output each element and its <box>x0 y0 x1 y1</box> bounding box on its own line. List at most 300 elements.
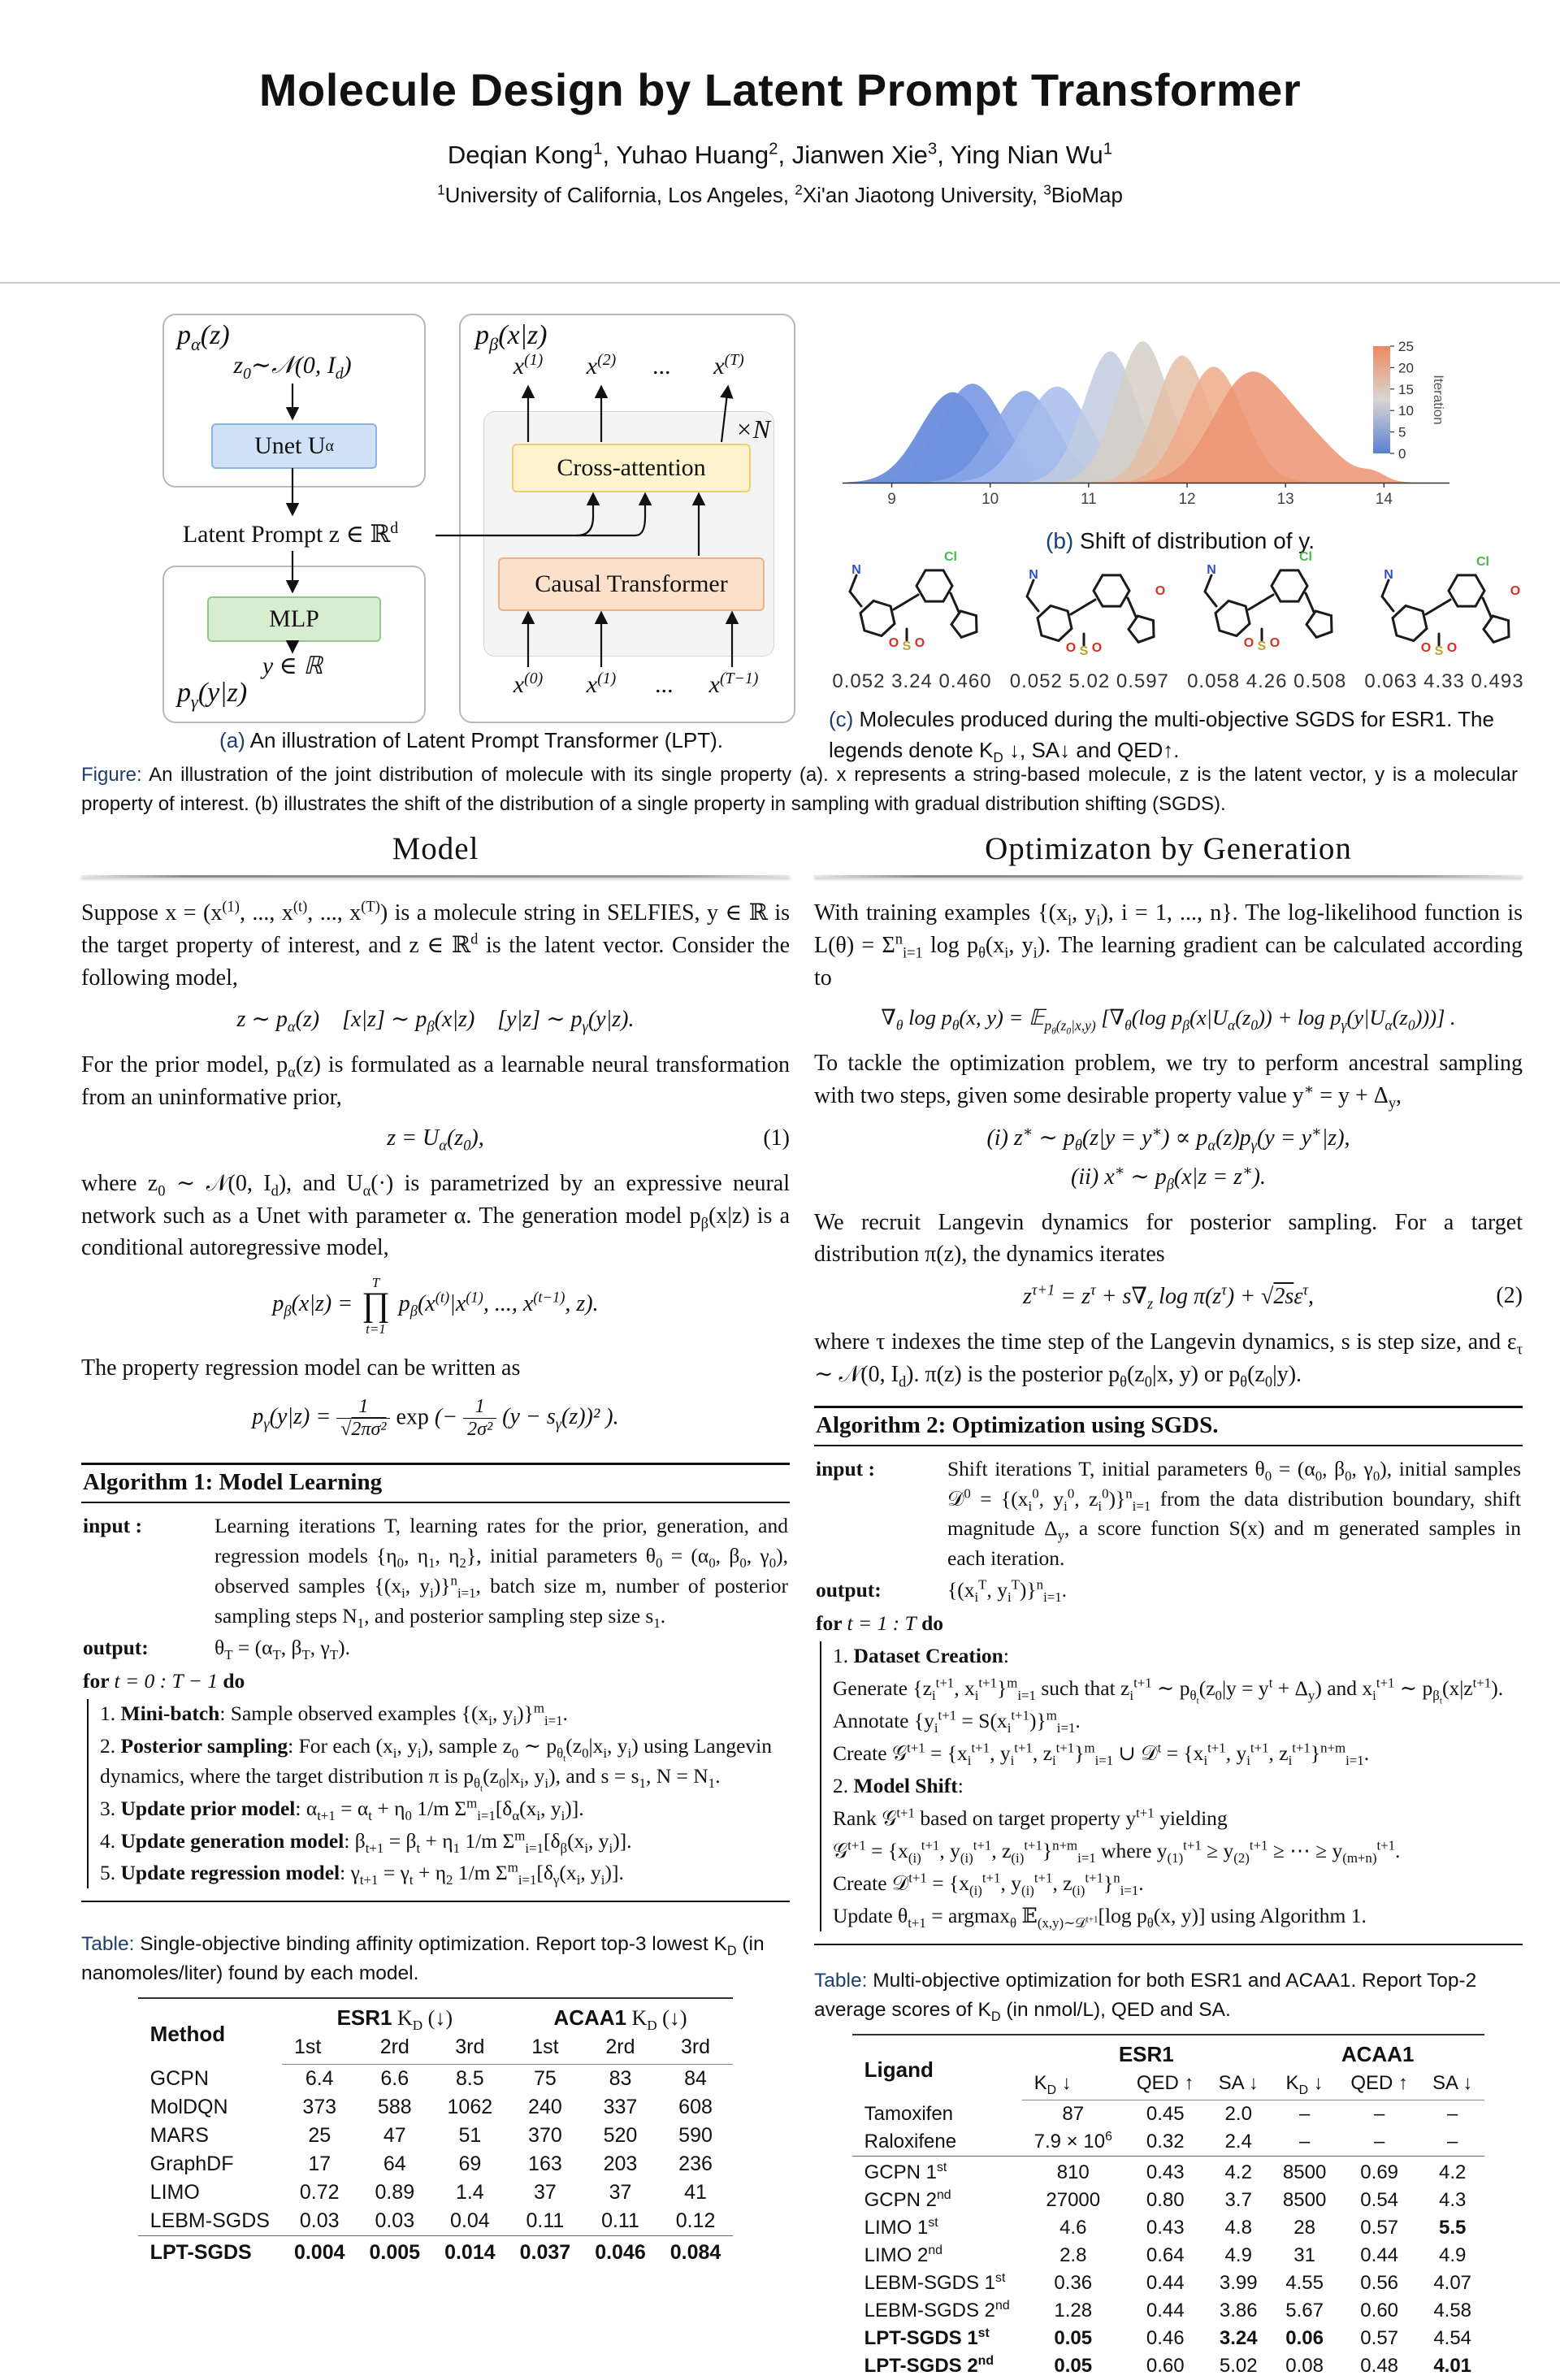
column-header: QED ↑ <box>1338 2070 1420 2100</box>
value-cell: 4.3 <box>1438 2189 1467 2212</box>
value-cell: 0.11 <box>601 2209 639 2233</box>
algorithm-step: Annotate $\{y_i^{t+1} = S(x_i^{t+1})\}^m_{i=1}$. <box>833 1707 1081 1736</box>
table-1-group-acaa1 <box>508 1998 734 2033</box>
token-dots-out: ... <box>652 353 672 379</box>
algorithm-2-steps <box>820 1641 1521 1931</box>
y-real-label: y ∈ ℝ <box>262 652 323 679</box>
product-upper: T <box>371 1275 380 1290</box>
equation-2 <box>814 1282 1523 1310</box>
value-cell: 590 <box>678 2124 713 2148</box>
atom-label-o: O <box>1066 641 1077 655</box>
x-tick-label: 13 <box>1276 491 1294 508</box>
value-cell: 3.99 <box>1219 2272 1258 2295</box>
molecule-row <box>829 541 1528 693</box>
output-text: $\theta_T = (\alpha_T$, $\beta_T$, $\gamma_T$). <box>214 1635 350 1663</box>
method-cell: LIMO 1st <box>864 2216 938 2239</box>
value-cell: 27000 <box>1046 2189 1101 2212</box>
table-row <box>852 2128 1485 2157</box>
figure-panel-a <box>138 307 804 723</box>
value-cell: 3.24 <box>1219 2327 1258 2350</box>
algorithm-1-output <box>83 1633 788 1663</box>
value-cell: 0.046 <box>583 2236 658 2268</box>
value-cell: 0.56 <box>1360 2272 1399 2295</box>
colorbar <box>1373 346 1390 453</box>
equation-gradient: $\nabla_\theta$ $\log p_\theta(x$, y) = 𝔼$_{p_\theta(z_0|x,y)}$ [$\nabla_\theta(\log$ $p_\beta(x|U_\alpha(z_0)) + \log p_\gamma(y|U_\alpha(z_0))$)] . <box>881 1005 1456 1037</box>
method-cell: MolDQN <box>150 2096 228 2119</box>
table-row <box>852 2157 1485 2187</box>
column-header: QED ↑ <box>1124 2070 1207 2100</box>
fraction-1 <box>336 1396 390 1441</box>
method-cell: GCPN <box>150 2067 209 2091</box>
algorithm-step: Create 𝒢$^{t+1}$ = {$x_i^{t+1}$, $y_i^{t+1}$, $z_i^{t+1}\}^m_{i=1}$ ∪ 𝒟$^t$ = {$x_i^{t+1}$, $y_i^{t+1}$, $z_i^{t+1}\}^{n+m}_{i=1}$. <box>833 1740 1370 1769</box>
right-column <box>814 830 1523 2380</box>
column-header: 3rd <box>432 2033 508 2065</box>
value-cell: 1.4 <box>455 2181 484 2204</box>
table-row <box>138 2236 734 2268</box>
value-cell: 8.5 <box>455 2067 484 2091</box>
molecule-structure <box>1361 541 1528 663</box>
value-cell: 0.48 <box>1360 2355 1399 2378</box>
model-paragraph-3: where $z_0$ ∼ 𝒩(0, $I_d$), and $U_\alpha(\cdot)$ is parametrized by an expressive neural network such as a Unet with parameter α. The generation model $p_\beta(x|z)$ is a conditional autoregressive model, <box>81 1170 790 1261</box>
value-cell: 0.64 <box>1146 2244 1185 2267</box>
eq-ar-rhs: $p_\beta(x^{(t)}|x^{(1)}$, ..., $x^{(t-1)}$, z). <box>398 1290 599 1320</box>
value-cell: 370 <box>528 2124 562 2148</box>
section-title-model: Model <box>392 831 479 866</box>
column-header: SA ↓ <box>1420 2070 1484 2100</box>
table-2-ligand-header: Ligand <box>852 2035 1022 2100</box>
x-tick-label: 10 <box>982 491 999 508</box>
column-header: 2rd <box>358 2033 433 2065</box>
distribution-shift-chart <box>841 323 1519 522</box>
method-cell: LIMO <box>150 2181 200 2204</box>
table-row <box>852 2325 1485 2352</box>
value-cell: 0.60 <box>1360 2300 1399 2322</box>
value-cell: 0.084 <box>658 2236 734 2268</box>
value-cell: 17 <box>308 2152 332 2176</box>
algorithm-step: Update $\theta_{t+1} = argmax_\theta$ 𝔼$_{(x,y)\sim 𝒟^{t+1}}$[log $p_\theta(x$, y)] using Algorithm 1. <box>833 1904 1367 1931</box>
algorithm-step: Rank 𝒢$^{t+1}$ based on target property $y^{t+1}$ yielding <box>833 1805 1228 1831</box>
p-gamma-label: $p_\gamma(y|z)$ <box>177 678 248 712</box>
value-cell: 0.014 <box>432 2236 508 2268</box>
product-lower: t=1 <box>366 1320 386 1337</box>
section-title-optimization: Optimizaton by Generation <box>985 831 1352 866</box>
value-cell: 163 <box>528 2152 562 2176</box>
value-cell: 373 <box>302 2096 337 2119</box>
algorithm-2-body <box>814 1446 1523 1944</box>
value-cell: 520 <box>603 2124 638 2148</box>
molecule-cell <box>1184 541 1350 693</box>
table-row <box>138 2150 734 2178</box>
input-text: Learning iterations T, learning rates for the prior, generation, and regression models {$\eta_0$, $\eta_1$, $\eta_2$}, initial parameters $\theta_0 = (\alpha_0$, $\beta_0$, $\gamma_0$), observed samples {($x_i$, $y_i)\}^n_{i=1}$, batch size m, number of posterior sampling steps $N_1$, and posterior sampling step size $s_1$. <box>214 1513 788 1631</box>
table-row <box>852 2269 1485 2297</box>
column-header: $K_D$ ↓ <box>1271 2070 1338 2100</box>
value-cell: 87 <box>1062 2103 1085 2126</box>
for-keyword: for <box>83 1668 115 1693</box>
algorithm-1 <box>81 1463 790 1903</box>
value-cell: 337 <box>603 2096 638 2119</box>
figure-caption <box>81 761 1518 819</box>
value-cell: 203 <box>603 2152 638 2176</box>
equation-autoregressive <box>81 1276 790 1336</box>
value-cell: 75 <box>534 2067 557 2091</box>
value-cell: 5.02 <box>1219 2355 1258 2378</box>
colorbar-tick-label: 0 <box>1398 446 1406 462</box>
algorithm-1-body <box>81 1503 790 1901</box>
header-divider <box>0 282 1560 284</box>
value-cell: 0.44 <box>1146 2300 1185 2322</box>
value-cell: 4.07 <box>1433 2272 1472 2295</box>
method-cell: Tamoxifen <box>864 2102 954 2125</box>
figure-caption-tag: Figure: <box>81 764 142 786</box>
opt-paragraph-1: With training examples {($x_i$, $y_i$), i = 1, ..., n}. The log-likelihood function is $L(\theta) = \Sigma^n_{i=1}$ $\log p_\theta(x_i$, $y_i$). The learning gradient can be calculated according to <box>814 900 1523 991</box>
fraction-2 <box>463 1396 496 1441</box>
atom-label-o: O <box>1269 636 1280 650</box>
equation-2-number: (2) <box>1496 1283 1523 1309</box>
figure-panel-c <box>829 541 1528 765</box>
value-cell: 64 <box>383 2152 406 2176</box>
value-cell: 0.46 <box>1146 2327 1185 2350</box>
value-cell: 69 <box>458 2152 482 2176</box>
molecule-scores: 0.052 5.02 0.597 <box>1009 670 1169 692</box>
x-tick-label: 12 <box>1178 491 1196 508</box>
value-cell: 41 <box>684 2181 707 2204</box>
token-x2-out: $x^{(2)}$ <box>586 351 617 379</box>
value-cell: 4.9 <box>1438 2244 1467 2267</box>
value-cell: 3.7 <box>1224 2189 1252 2212</box>
value-cell: – <box>1447 2103 1458 2126</box>
x-tick-label: 11 <box>1080 491 1097 508</box>
table-2-group-esr1 <box>1022 2035 1271 2070</box>
section-rule <box>814 875 1523 878</box>
colorbar-tick-label: 20 <box>1398 360 1414 376</box>
value-cell: 2.8 <box>1060 2244 1087 2267</box>
method-cell: LPT-SGDS <box>138 2236 282 2268</box>
opt-paragraph-4: where τ indexes the time step of the Langevin dynamics, s is step size, and $\varepsilon_\tau$ ∼ 𝒩(0, $I_d$). π(z) is the posterior $p_\theta(z_0|x$, y) or $p_\theta(z_0|y)$. <box>814 1329 1523 1390</box>
molecule-scores: 0.052 3.24 0.460 <box>832 670 992 692</box>
atom-label-o: O <box>1420 641 1432 655</box>
affiliations: $^1$University of California, Los Angeles, $^2$Xi'an Jiaotong University, $^3$BioMap <box>437 181 1123 207</box>
atom-label-s: S <box>1257 639 1266 653</box>
equation-2-post: $\varepsilon^\tau$, <box>1294 1281 1314 1310</box>
value-cell: 4.2 <box>1207 2157 1271 2187</box>
equation-2-sqrt: √ <box>1261 1284 1274 1310</box>
table-1-caption-tag: Table: <box>81 1933 135 1956</box>
method-cell: LPT-SGDS 1st <box>864 2326 990 2350</box>
algorithm-2-for <box>816 1609 1521 1639</box>
caption-a-tag: (a) <box>219 728 245 752</box>
table-row <box>852 2242 1485 2269</box>
z0-label: $z_0\sim 𝒩(0$, $I_d$) <box>233 352 352 383</box>
caption-b-text: Shift of distribution of y. <box>1073 528 1315 553</box>
molecule-structure <box>829 541 995 663</box>
table-row <box>138 2207 734 2236</box>
value-cell: 0.037 <box>508 2236 583 2268</box>
value-cell: 0.57 <box>1360 2217 1399 2239</box>
algorithm-1-steps <box>87 1699 788 1889</box>
do-keyword: do <box>916 1611 944 1636</box>
multi-objective-table <box>852 2034 1485 2380</box>
molecule-cell <box>829 541 995 693</box>
value-cell: 0.12 <box>675 2209 716 2233</box>
table-1-group-esr1 <box>282 1998 508 2033</box>
page-title: Molecule Design by Latent Prompt Transformer <box>258 64 1302 115</box>
algorithm-step: 1. Dataset Creation: <box>833 1644 1009 1668</box>
token-xT-out: $x^{(T)}$ <box>713 351 744 379</box>
algorithm-2-title: Algorithm 2: Optimization using SGDS. <box>814 1408 1523 1446</box>
molecule-structure <box>1184 541 1350 663</box>
value-cell: 1062 <box>447 2096 493 2119</box>
value-cell: 0.03 <box>299 2209 340 2233</box>
token-x0-in: $x^{(0)}$ <box>513 670 544 698</box>
value-cell: – <box>1373 2131 1385 2153</box>
equation-2-radicand: 2s <box>1273 1284 1294 1310</box>
value-cell: 25 <box>308 2124 332 2148</box>
atom-label-n: N <box>1029 568 1039 582</box>
output-label: output: <box>816 1578 882 1602</box>
value-cell: 4.54 <box>1433 2327 1472 2350</box>
x-tick-label: 9 <box>887 491 896 508</box>
algorithm-step: 5. Update regression model: $\gamma_{t+1} = \gamma_t + \eta_2$ 1/m $\Sigma^m_{i=1}[\delta_\gamma(x_i$, $y_i$)]. <box>100 1859 624 1888</box>
value-cell: 0.43 <box>1124 2157 1207 2187</box>
mlp-node: MLP <box>207 596 381 642</box>
algorithm-2-input <box>816 1454 1521 1575</box>
value-cell: – <box>1298 2131 1311 2153</box>
method-cell: GCPN 2nd <box>864 2188 951 2212</box>
for-keyword: for <box>816 1611 847 1636</box>
equation-step-ii: (ii) x∗ ∼ $p_\beta(x|z = z^∗)$. <box>1071 1162 1266 1193</box>
value-cell: – <box>1373 2103 1385 2126</box>
value-cell: 0.36 <box>1054 2272 1093 2295</box>
times-n-label: ×N <box>735 414 770 444</box>
equation-step-i: (i) z∗ ∼ $p_\theta(z|y = y^∗) \propto p_\alpha(z)p_\gamma(y = y^∗|z)$, <box>986 1123 1350 1154</box>
group-acaa1-suffix: $K_D$ (↓) <box>626 2006 687 2034</box>
figure-panel-b <box>841 323 1519 522</box>
equation-joint-model: z ∼ $p_\alpha(z)$ [x|z] ∼ $p_\beta(x|z)$ [y|z] ∼ $p_\gamma(y|z)$. <box>236 1007 635 1035</box>
molecule-scores: 0.063 4.33 0.493 <box>1364 670 1524 692</box>
product-symbol: ∏ <box>362 1286 390 1324</box>
frac1-radicand: 2πσ² <box>351 1419 387 1441</box>
method-cell: LIMO 2nd <box>864 2243 942 2267</box>
value-cell: 1.28 <box>1054 2300 1093 2322</box>
causal-transformer-node: Causal Transformer <box>498 557 765 611</box>
equation-regression <box>81 1396 790 1441</box>
value-cell: 0.80 <box>1146 2189 1185 2212</box>
atom-label-o: O <box>1446 641 1458 655</box>
opt-paragraph-2: To tackle the optimization problem, we try to perform ancestral sampling with two steps, given some desirable property value $y^∗ = y + \Delta_y$, <box>814 1051 1523 1112</box>
value-cell: 4.9 <box>1224 2244 1252 2267</box>
single-objective-table <box>138 1997 734 2267</box>
table-1-caption-text: Single-objective binding affinity optimization. Report top-3 lowest $K_D$ (in nanomoles/liter) found by each model. <box>81 1933 765 1984</box>
value-cell: 0.44 <box>1146 2272 1185 2295</box>
algorithm-step: 1. Mini-batch: Sample observed examples {($x_i$, $y_i)\}^m_{i=1}$. <box>100 1700 568 1728</box>
value-cell: 0.05 <box>1054 2355 1093 2378</box>
value-cell: 0.45 <box>1146 2103 1185 2126</box>
value-cell: 83 <box>609 2067 632 2091</box>
value-cell: 3.86 <box>1219 2300 1258 2322</box>
frac1-num: 1 <box>336 1396 390 1420</box>
value-cell: 4.55 <box>1285 2272 1324 2295</box>
colorbar-tick-label: 5 <box>1398 424 1406 440</box>
algorithm-step: 2. Posterior sampling: For each ($x_i$, $y_i$), sample $z_0$ ∼ $p_{\theta_t}(z_0|x_i$, $y_i$) using Langevin dynamics, where the target distribution π is $p_{\theta_t}(z_0|x_i$, $y_i$), and $s = s_1$, $N = N_1$. <box>100 1733 773 1794</box>
value-cell: 4.01 <box>1433 2355 1472 2378</box>
output-label: output: <box>83 1635 149 1659</box>
molecule-cell <box>1006 541 1172 693</box>
atom-label-s: S <box>1434 644 1444 658</box>
p-beta-label: $p_\beta(x|z)$ <box>475 320 548 354</box>
caption-b-tag: (b) <box>1046 528 1074 553</box>
column-header: 1st <box>282 2033 358 2065</box>
algorithm-2-output <box>816 1576 1521 1606</box>
table-row <box>852 2187 1485 2214</box>
eq-reg-open: (− <box>434 1404 458 1430</box>
value-cell: 810 <box>1022 2157 1124 2187</box>
table-2-caption-tag: Table: <box>814 1970 868 1992</box>
x-tick-label: 14 <box>1375 491 1393 508</box>
atom-label-o: O <box>888 636 899 650</box>
value-cell: 0.005 <box>358 2236 433 2268</box>
colorbar-tick-label: 15 <box>1398 381 1414 397</box>
column-header: 2rd <box>583 2033 658 2065</box>
do-keyword: do <box>217 1668 245 1693</box>
value-cell: 4.2 <box>1420 2157 1484 2187</box>
group-esr1-name: ESR1 <box>336 2005 392 2031</box>
value-cell: 51 <box>458 2124 482 2148</box>
value-cell: 2.4 <box>1224 2131 1252 2153</box>
cross-attention-node: Cross-attention <box>512 444 751 492</box>
token-x1-out: $x^{(1)}$ <box>513 351 544 379</box>
table-1-caption <box>81 1930 790 1988</box>
equation-1-number: (1) <box>763 1125 790 1151</box>
opt-paragraph-3: We recruit Langevin dynamics for posterior sampling. For a target distribution π(z), the dynamics iterates <box>814 1209 1523 1268</box>
algorithm-step: Generate {$z_i^{t+1}$, $x_i^{t+1}\}^m_{i=1}$ such that $z_i^{t+1}$ ∼ $p_{\theta_t}(z_0|y = y^t + \Delta_y)$ and $x_i^{t+1}$ ∼ $p_{\beta_t}(x|z^{t+1})$. <box>833 1675 1504 1706</box>
eq-reg-exp: exp <box>396 1404 429 1430</box>
algorithm-step: Create 𝒟$^{t+1}$ = {$x_{(i)}^{t+1}$, $y_{(i)}^{t+1}$, $z_{(i)}^{t+1}\}^n_{i=1}$. <box>833 1870 1144 1899</box>
value-cell: 0.44 <box>1360 2244 1399 2267</box>
value-cell: 4.6 <box>1060 2217 1087 2239</box>
molecule-cell <box>1361 541 1528 693</box>
value-cell: 588 <box>377 2096 412 2119</box>
method-cell: GCPN 1st <box>852 2157 1022 2187</box>
eq-reg-lhs: $p_\gamma(y|z)$ = <box>252 1404 332 1433</box>
column-header: 3rd <box>658 2033 734 2065</box>
atom-label-s: S <box>1079 644 1089 658</box>
section-rule <box>81 875 790 878</box>
atom-label-o: O <box>914 636 925 650</box>
value-cell: 0.08 <box>1285 2355 1324 2378</box>
value-cell: 0.69 <box>1338 2157 1420 2187</box>
colorbar-tick-label: 25 <box>1398 339 1414 354</box>
eq-reg-close: ). <box>605 1404 619 1430</box>
atom-label-s: S <box>902 639 912 653</box>
atom-label-cl: Cl <box>944 550 957 564</box>
table-row <box>138 2178 734 2207</box>
caption-panel-c <box>829 704 1528 765</box>
model-paragraph-1: Suppose $x = (x^{(1)}$, ..., $x^{(t)}$, ..., $x^{(T)}$) is a molecule string in SELFIES, y ∈ ℝ is the target property of interest, and z ∈ ℝ$^d$ is the latent vector. Consider the following model, <box>81 898 791 991</box>
frac2-den: 2σ² <box>467 1419 493 1441</box>
frac1-den <box>336 1419 390 1441</box>
table-2-group-acaa1 <box>1271 2035 1484 2070</box>
product-operator <box>362 1276 390 1336</box>
value-cell: 31 <box>1294 2244 1315 2267</box>
value-cell: 8500 <box>1271 2157 1338 2187</box>
value-cell: 5.5 <box>1438 2217 1467 2239</box>
left-column <box>81 830 790 2267</box>
value-cell: – <box>1298 2103 1311 2126</box>
value-cell: 0.72 <box>299 2181 340 2204</box>
atom-label-cl: Cl <box>1298 550 1312 564</box>
figure-caption-text: An illustration of the joint distribution of molecule with its single property (a). x represents a string-based molecule, z is the latent vector, y is a molecular property of interest. (b) illustrates the shift of the distribution of a single property in sampling with gradual distribution shifting (SGDS). <box>81 764 1518 815</box>
value-cell: 4.8 <box>1224 2217 1252 2239</box>
table-2-caption <box>814 1966 1523 2024</box>
table-row <box>852 2297 1485 2325</box>
equation-1-body: $z = U_\alpha(z_0)$, <box>387 1125 484 1154</box>
colorbar-tick-label: 10 <box>1398 403 1414 419</box>
method-cell: LPT-SGDS 2nd <box>864 2354 994 2378</box>
value-cell: 8500 <box>1282 2189 1327 2212</box>
value-cell: 236 <box>678 2152 713 2176</box>
value-cell: 0.05 <box>1054 2327 1093 2350</box>
algorithm-step: 3. Update prior model: $\alpha_{t+1} = \alpha_t + \eta_0$ 1/m $\Sigma^m_{i=1}[\delta_\alpha(x_i$, $y_i$)]. <box>100 1795 584 1823</box>
token-xTm1-in: $x^{(T-1)}$ <box>708 670 759 698</box>
method-cell: Raloxifene <box>864 2131 957 2153</box>
column-header: SA ↓ <box>1207 2070 1271 2100</box>
value-cell: 5.67 <box>1285 2300 1324 2322</box>
table-row <box>852 2214 1485 2242</box>
table-row <box>138 2065 734 2094</box>
value-cell: 6.4 <box>305 2067 334 2091</box>
model-paragraph-2: For the prior model, $p_\alpha(z)$ is formulated as a learnable neural transformation from an uninformative prior, <box>81 1052 790 1110</box>
algorithm-1-for <box>83 1667 788 1697</box>
header <box>0 0 1560 208</box>
algorithm-2 <box>814 1406 1523 1946</box>
column-header: 1st <box>508 2033 583 2065</box>
value-cell: 0.54 <box>1360 2189 1399 2212</box>
value-cell: 240 <box>528 2096 562 2119</box>
authors: Deqian Kong$^1$, Yuhao Huang$^2$, Jianwen Xie$^3$, Ying Nian Wu$^1$ <box>447 139 1113 169</box>
table-row <box>852 2100 1485 2129</box>
group-esr1-suffix: $K_D$ (↓) <box>392 2006 453 2034</box>
atom-label-n: N <box>1384 568 1393 582</box>
value-cell: 0.89 <box>375 2181 415 2204</box>
value-cell: 0.04 <box>450 2209 490 2233</box>
group-acaa1-name: ACAA1 <box>1341 2042 1415 2067</box>
atom-label-o: O <box>1243 636 1254 650</box>
caption-c-tag: (c) <box>829 707 854 731</box>
method-cell: GraphDF <box>150 2152 234 2176</box>
equation-1 <box>81 1125 790 1154</box>
value-cell: 0.11 <box>526 2209 565 2233</box>
output-text: {($x_i^T$, $y_i^T)\}^n_{i=1}$. <box>947 1576 1068 1606</box>
value-cell: 0.57 <box>1360 2327 1399 2350</box>
token-x1-in: $x^{(1)}$ <box>586 670 617 698</box>
eq-ar-lhs: $p_\beta(x|z)$ = <box>272 1291 353 1320</box>
atom-label-cl: Cl <box>1476 555 1489 569</box>
atom-label-o: O <box>1510 584 1521 598</box>
equation-2-pre: $z^{\tau+1} = z^\tau + s\nabla_z$ $\log \pi(z^\tau)$ + <box>1023 1281 1262 1312</box>
value-cell: 0.03 <box>375 2209 415 2233</box>
input-label: input : <box>816 1456 875 1480</box>
algorithm-step: 𝒢$^{t+1}$ = {$x_{(i)}^{t+1}$, $y_{(i)}^{t+1}$, $z_{(i)}^{t+1}\}^{n+m}_{i=1}$ where $y_{(1)}^{t+1} \ge y_{(2)}^{t+1}$ ≥ ⋯ ≥ $y_{(m+n)}^{t+1}$. <box>833 1837 1401 1866</box>
colorbar-label: Iteration <box>1431 375 1446 425</box>
algorithm-step: 4. Update generation model: $\beta_{t+1} = \beta_t + \eta_1$ 1/m $\Sigma^m_{i=1}[\delta_\beta(x_i$, $y_i$)]. <box>100 1827 632 1856</box>
method-cell: LEBM-SGDS <box>150 2209 270 2233</box>
caption-c-text: Molecules produced during the multi-objective SGDS for ESR1. The legends denote $K_D$ ↓, SA↓ and QED↑. <box>829 707 1494 765</box>
value-cell: 37 <box>534 2181 557 2204</box>
caption-panel-a <box>138 728 804 753</box>
method-cell: LEBM-SGDS 2nd <box>864 2299 1010 2322</box>
frac2-num: 1 <box>463 1396 496 1420</box>
value-cell: 84 <box>684 2067 707 2091</box>
